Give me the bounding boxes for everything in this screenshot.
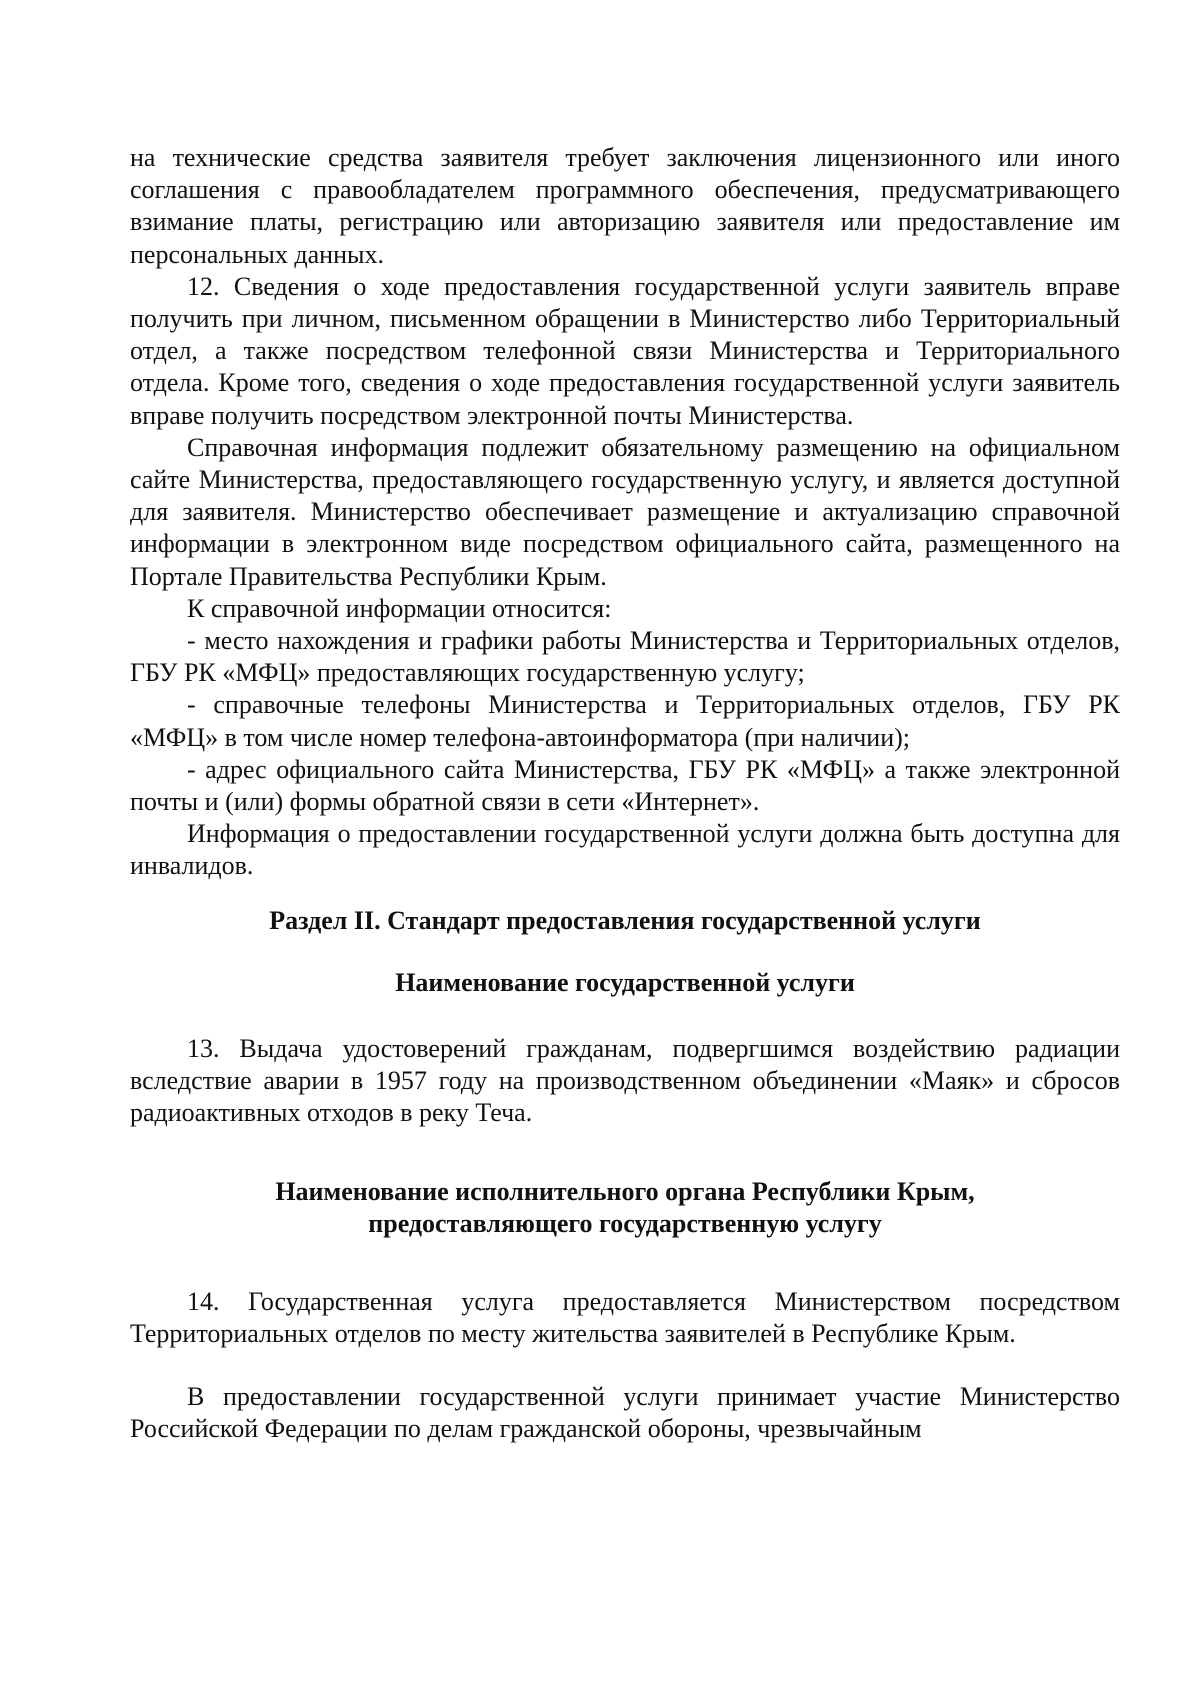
paragraph-12: 12. Сведения о ходе предоставления государственной услуги заявитель вправе получить при личном, письменном обращении в Министерство либо Территориальный отдел, а также посредством телефонной связи Министерства и Территориального отдела. Кроме того, сведения о ходе предоставления государственной услуги заявитель вправе получить посредством электронной почты Министерства. bbox=[130, 271, 1120, 430]
participation-paragraph: В предоставлении государственной услуги принимает участие Министерство Российской Федерации по делам гражданской обороны, чрезвычайным bbox=[130, 1381, 1120, 1443]
org-heading-line-1: Наименование исполнительного органа Республики Крым, bbox=[275, 1176, 975, 1206]
reference-list-item: - место нахождения и графики работы Министерства и Территориальных отделов, ГБУ РК «МФЦ» предоставляющих государственную услугу; bbox=[130, 626, 1120, 688]
org-heading-line-2: предоставляющего государственную услугу bbox=[368, 1208, 882, 1238]
service-name-heading: Наименование государственной услуги bbox=[395, 967, 855, 997]
paragraph-13: 13. Выдача удостоверений гражданам, подвергшимся воздействию радиации вследствие аварии в 1957 году на производственном объединении «Маяк» и сбросов радиоактивных отходов в реку Теча. bbox=[130, 1034, 1120, 1128]
intro-continuation-paragraph: на технические средства заявителя требует заключения лицензионного или иного соглашения с правообладателем программного обеспечения, предусматривающего взимание платы, регистрацию или авторизацию заявителя или предоставление им персональных данных. bbox=[130, 143, 1120, 269]
reference-list-item: - адрес официального сайта Министерства, ГБУ РК «МФЦ» а также электронной почты и (или) формы обратной связи в сети «Интернет». bbox=[130, 754, 1120, 817]
section-heading: Раздел II. Стандарт предоставления государственной услуги bbox=[269, 905, 981, 935]
paragraph-14: 14. Государственная услуга предоставляется Министерством посредством Территориальных отделов по месту жительства заявителей в Республике Крым. bbox=[130, 1287, 1120, 1349]
disabled-access-paragraph: Информация о предоставлении государственной услуги должна быть доступна для инвалидов. bbox=[130, 819, 1120, 881]
reference-list-item: - справочные телефоны Министерства и Территориальных отделов, ГБУ РК «МФЦ» в том числе номер телефона-автоинформатора (при наличии); bbox=[130, 690, 1120, 752]
reference-info-paragraph: Справочная информация подлежит обязательному размещению на официальном сайте Министерства, предоставляющего государственную услугу, и является доступной для заявителя. Министерство обеспечивает размещение и актуализацию справочной информации в электронном виде посредством официального сайта, размещенного на Портале Правительства Республики Крым. bbox=[130, 432, 1120, 591]
org-heading bbox=[130, 1176, 1120, 1240]
document-page bbox=[130, 142, 1120, 1445]
reference-list-intro: К справочной информации относится: bbox=[187, 593, 612, 623]
